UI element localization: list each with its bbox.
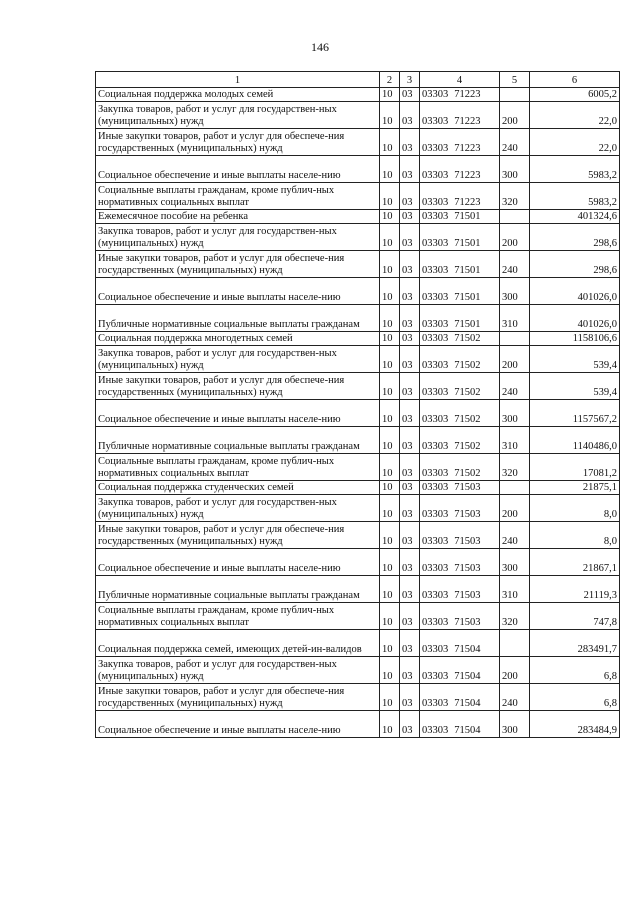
- row-subsection-cell: 03: [400, 630, 420, 657]
- page-number: 146: [311, 40, 329, 54]
- row-subsection-cell: 03: [400, 183, 420, 210]
- row-section-cell: 10: [380, 373, 400, 400]
- row-section-cell: 10: [380, 251, 400, 278]
- row-name-cell: Закупка товаров, работ и услуг для государствен-ных (муниципальных) нужд: [96, 495, 380, 522]
- row-amount-cell: 298,6: [530, 224, 620, 251]
- target-code-part: 03303: [422, 292, 449, 303]
- table-row: [96, 183, 620, 210]
- row-subsection-cell: 03: [400, 603, 420, 630]
- target-code-part: 71501: [454, 319, 481, 330]
- header-cell-5: 5: [500, 72, 530, 88]
- target-code-part: 71501: [454, 211, 481, 222]
- row-subsection-cell: 03: [400, 88, 420, 102]
- row-target-cell: [420, 346, 500, 373]
- row-amount-cell: 8,0: [530, 522, 620, 549]
- table-row: [96, 603, 620, 630]
- row-subsection-cell: 03: [400, 278, 420, 305]
- row-amount-cell: 6,8: [530, 657, 620, 684]
- target-code-part: 71503: [454, 590, 481, 601]
- target-code-part: 71501: [454, 238, 481, 249]
- row-target-cell: [420, 603, 500, 630]
- table-row: [96, 373, 620, 400]
- row-subsection-cell: 03: [400, 657, 420, 684]
- row-amount-cell: 298,6: [530, 251, 620, 278]
- row-target-cell: [420, 129, 500, 156]
- row-amount-cell: 17081,2: [530, 454, 620, 481]
- row-target-cell: [420, 251, 500, 278]
- row-name-cell: Социальная поддержка студенческих семей: [96, 481, 380, 495]
- row-name-cell: Публичные нормативные социальные выплаты гражданам: [96, 305, 380, 332]
- row-amount-cell: 6005,2: [530, 88, 620, 102]
- target-code-part: 03303: [422, 143, 449, 154]
- header-cell-1: 1: [96, 72, 380, 88]
- row-amount-cell: 5983,2: [530, 156, 620, 183]
- target-code-part: 03303: [422, 509, 449, 520]
- row-amount-cell: 747,8: [530, 603, 620, 630]
- row-amount-cell: 283491,7: [530, 630, 620, 657]
- row-target-cell: [420, 102, 500, 129]
- row-expense-type-cell: 240: [500, 684, 530, 711]
- target-code-part: 03303: [422, 238, 449, 249]
- row-section-cell: 10: [380, 102, 400, 129]
- row-amount-cell: 283484,9: [530, 711, 620, 738]
- row-target-cell: [420, 210, 500, 224]
- row-name-cell: Ежемесячное пособие на ребенка: [96, 210, 380, 224]
- row-subsection-cell: 03: [400, 454, 420, 481]
- row-expense-type-cell: 240: [500, 522, 530, 549]
- row-subsection-cell: 03: [400, 400, 420, 427]
- row-section-cell: 10: [380, 346, 400, 373]
- table-row: [96, 549, 620, 576]
- row-target-cell: [420, 684, 500, 711]
- row-subsection-cell: 03: [400, 156, 420, 183]
- table-row: [96, 332, 620, 346]
- target-code-part: 03303: [422, 170, 449, 181]
- target-code-part: 03303: [422, 319, 449, 330]
- row-section-cell: 10: [380, 657, 400, 684]
- row-name-cell: Социальное обеспечение и иные выплаты населе-нию: [96, 156, 380, 183]
- row-expense-type-cell: 200: [500, 495, 530, 522]
- row-subsection-cell: 03: [400, 102, 420, 129]
- target-code-part: 71504: [454, 671, 481, 682]
- row-subsection-cell: 03: [400, 711, 420, 738]
- target-code-part: 03303: [422, 387, 449, 398]
- row-amount-cell: 5983,2: [530, 183, 620, 210]
- target-code-part: 71503: [454, 536, 481, 547]
- table-row: [96, 156, 620, 183]
- table-row: [96, 102, 620, 129]
- target-code-part: 71223: [454, 143, 481, 154]
- row-subsection-cell: 03: [400, 251, 420, 278]
- row-section-cell: 10: [380, 711, 400, 738]
- row-section-cell: 10: [380, 522, 400, 549]
- row-amount-cell: 22,0: [530, 129, 620, 156]
- row-section-cell: 10: [380, 224, 400, 251]
- row-section-cell: 10: [380, 549, 400, 576]
- row-section-cell: 10: [380, 88, 400, 102]
- row-expense-type-cell: 240: [500, 373, 530, 400]
- row-name-cell: Социальная поддержка многодетных семей: [96, 332, 380, 346]
- row-amount-cell: 1157567,2: [530, 400, 620, 427]
- header-cell-2: 2: [380, 72, 400, 88]
- target-code-part: 03303: [422, 725, 449, 736]
- target-code-part: 71223: [454, 197, 481, 208]
- row-name-cell: Иные закупки товаров, работ и услуг для обеспече-ния государственных (муниципальных) нужд: [96, 373, 380, 400]
- table-row: [96, 495, 620, 522]
- target-code-part: 03303: [422, 211, 449, 222]
- row-name-cell: Социальное обеспечение и иные выплаты населе-нию: [96, 711, 380, 738]
- header-row: [96, 72, 620, 88]
- target-code-part: 71502: [454, 414, 481, 425]
- table-row: [96, 278, 620, 305]
- row-target-cell: [420, 400, 500, 427]
- row-name-cell: Иные закупки товаров, работ и услуг для обеспече-ния государственных (муниципальных) нужд: [96, 522, 380, 549]
- row-target-cell: [420, 630, 500, 657]
- table-row: [96, 576, 620, 603]
- table-row: [96, 657, 620, 684]
- row-name-cell: Иные закупки товаров, работ и услуг для обеспече-ния государственных (муниципальных) нужд: [96, 129, 380, 156]
- row-amount-cell: 401026,0: [530, 278, 620, 305]
- target-code-part: 71504: [454, 644, 481, 655]
- target-code-part: 71503: [454, 482, 481, 493]
- target-code-part: 71223: [454, 170, 481, 181]
- row-section-cell: 10: [380, 183, 400, 210]
- row-target-cell: [420, 183, 500, 210]
- table-row: [96, 251, 620, 278]
- table-row: [96, 224, 620, 251]
- row-target-cell: [420, 522, 500, 549]
- target-code-part: 03303: [422, 265, 449, 276]
- target-code-part: 71504: [454, 698, 481, 709]
- row-section-cell: 10: [380, 278, 400, 305]
- row-name-cell: Социальные выплаты гражданам, кроме публич-ных нормативных социальных выплат: [96, 603, 380, 630]
- target-code-part: 71503: [454, 509, 481, 520]
- table-row: [96, 346, 620, 373]
- row-expense-type-cell: 300: [500, 549, 530, 576]
- row-name-cell: Иные закупки товаров, работ и услуг для обеспече-ния государственных (муниципальных) нужд: [96, 684, 380, 711]
- row-section-cell: 10: [380, 427, 400, 454]
- row-expense-type-cell: 320: [500, 454, 530, 481]
- target-code-part: 03303: [422, 333, 449, 344]
- row-amount-cell: 1158106,6: [530, 332, 620, 346]
- row-amount-cell: 401324,6: [530, 210, 620, 224]
- row-target-cell: [420, 711, 500, 738]
- row-target-cell: [420, 373, 500, 400]
- row-expense-type-cell: 300: [500, 156, 530, 183]
- target-code-part: 03303: [422, 671, 449, 682]
- row-subsection-cell: 03: [400, 346, 420, 373]
- target-code-part: 71501: [454, 265, 481, 276]
- target-code-part: 03303: [422, 563, 449, 574]
- row-subsection-cell: 03: [400, 427, 420, 454]
- row-name-cell: Социальные выплаты гражданам, кроме публич-ных нормативных социальных выплат: [96, 183, 380, 210]
- row-section-cell: 10: [380, 684, 400, 711]
- target-code-part: 71502: [454, 387, 481, 398]
- row-expense-type-cell: 320: [500, 603, 530, 630]
- row-subsection-cell: 03: [400, 373, 420, 400]
- target-code-part: 03303: [422, 414, 449, 425]
- row-subsection-cell: 03: [400, 210, 420, 224]
- row-amount-cell: 401026,0: [530, 305, 620, 332]
- row-expense-type-cell: 310: [500, 427, 530, 454]
- header-cell-3: 3: [400, 72, 420, 88]
- row-name-cell: Закупка товаров, работ и услуг для государствен-ных (муниципальных) нужд: [96, 102, 380, 129]
- target-code-part: 03303: [422, 698, 449, 709]
- row-section-cell: 10: [380, 210, 400, 224]
- row-amount-cell: 21875,1: [530, 481, 620, 495]
- target-code-part: 03303: [422, 482, 449, 493]
- row-target-cell: [420, 88, 500, 102]
- table-row: [96, 630, 620, 657]
- target-code-part: 03303: [422, 590, 449, 601]
- target-code-part: 71502: [454, 468, 481, 479]
- row-expense-type-cell: 320: [500, 183, 530, 210]
- table-row: [96, 711, 620, 738]
- target-code-part: 03303: [422, 89, 449, 100]
- row-section-cell: 10: [380, 495, 400, 522]
- target-code-part: 71223: [454, 116, 481, 127]
- row-target-cell: [420, 332, 500, 346]
- row-name-cell: Закупка товаров, работ и услуг для государствен-ных (муниципальных) нужд: [96, 657, 380, 684]
- row-section-cell: 10: [380, 454, 400, 481]
- row-expense-type-cell: [500, 88, 530, 102]
- row-subsection-cell: 03: [400, 305, 420, 332]
- row-expense-type-cell: 300: [500, 400, 530, 427]
- row-expense-type-cell: 240: [500, 251, 530, 278]
- target-code-part: 03303: [422, 441, 449, 452]
- row-amount-cell: 539,4: [530, 346, 620, 373]
- table-row: [96, 481, 620, 495]
- row-expense-type-cell: 240: [500, 129, 530, 156]
- row-name-cell: Социальная поддержка семей, имеющих детей-ин-валидов: [96, 630, 380, 657]
- table-row: [96, 210, 620, 224]
- table-row: [96, 522, 620, 549]
- table-header: [96, 72, 620, 88]
- header-cell-4: 4: [420, 72, 500, 88]
- row-target-cell: [420, 576, 500, 603]
- row-amount-cell: 1140486,0: [530, 427, 620, 454]
- row-expense-type-cell: 200: [500, 346, 530, 373]
- budget-table: [95, 71, 620, 738]
- row-amount-cell: 539,4: [530, 373, 620, 400]
- target-code-part: 71501: [454, 292, 481, 303]
- row-amount-cell: 21867,1: [530, 549, 620, 576]
- target-code-part: 71223: [454, 89, 481, 100]
- row-expense-type-cell: [500, 481, 530, 495]
- row-section-cell: 10: [380, 129, 400, 156]
- row-expense-type-cell: 310: [500, 305, 530, 332]
- row-section-cell: 10: [380, 400, 400, 427]
- table-row: [96, 305, 620, 332]
- table-row: [96, 129, 620, 156]
- row-expense-type-cell: 310: [500, 576, 530, 603]
- row-subsection-cell: 03: [400, 332, 420, 346]
- row-name-cell: Социальное обеспечение и иные выплаты населе-нию: [96, 278, 380, 305]
- target-code-part: 03303: [422, 468, 449, 479]
- row-subsection-cell: 03: [400, 576, 420, 603]
- row-name-cell: Иные закупки товаров, работ и услуг для обеспече-ния государственных (муниципальных) нужд: [96, 251, 380, 278]
- target-code-part: 03303: [422, 116, 449, 127]
- row-expense-type-cell: 300: [500, 278, 530, 305]
- row-section-cell: 10: [380, 481, 400, 495]
- row-name-cell: Социальная поддержка молодых семей: [96, 88, 380, 102]
- target-code-part: 03303: [422, 536, 449, 547]
- row-target-cell: [420, 549, 500, 576]
- target-code-part: 71502: [454, 441, 481, 452]
- row-name-cell: Закупка товаров, работ и услуг для государствен-ных (муниципальных) нужд: [96, 224, 380, 251]
- row-target-cell: [420, 495, 500, 522]
- row-section-cell: 10: [380, 630, 400, 657]
- row-target-cell: [420, 224, 500, 251]
- header-cell-6: 6: [530, 72, 620, 88]
- row-name-cell: Социальное обеспечение и иные выплаты населе-нию: [96, 549, 380, 576]
- row-expense-type-cell: [500, 210, 530, 224]
- row-name-cell: Публичные нормативные социальные выплаты гражданам: [96, 427, 380, 454]
- row-subsection-cell: 03: [400, 129, 420, 156]
- row-section-cell: 10: [380, 156, 400, 183]
- target-code-part: 71502: [454, 360, 481, 371]
- row-target-cell: [420, 427, 500, 454]
- row-target-cell: [420, 156, 500, 183]
- row-amount-cell: 21119,3: [530, 576, 620, 603]
- row-expense-type-cell: 200: [500, 102, 530, 129]
- target-code-part: 03303: [422, 197, 449, 208]
- row-expense-type-cell: 200: [500, 224, 530, 251]
- row-target-cell: [420, 657, 500, 684]
- row-target-cell: [420, 278, 500, 305]
- row-amount-cell: 8,0: [530, 495, 620, 522]
- target-code-part: 71503: [454, 563, 481, 574]
- row-subsection-cell: 03: [400, 495, 420, 522]
- row-section-cell: 10: [380, 603, 400, 630]
- table-body: [96, 88, 620, 738]
- table-row: [96, 684, 620, 711]
- table-row: [96, 427, 620, 454]
- row-subsection-cell: 03: [400, 549, 420, 576]
- table-row: [96, 88, 620, 102]
- target-code-part: 03303: [422, 360, 449, 371]
- row-target-cell: [420, 305, 500, 332]
- row-section-cell: 10: [380, 305, 400, 332]
- row-expense-type-cell: 300: [500, 711, 530, 738]
- row-subsection-cell: 03: [400, 481, 420, 495]
- target-code-part: 71504: [454, 725, 481, 736]
- row-target-cell: [420, 481, 500, 495]
- row-name-cell: Социальные выплаты гражданам, кроме публич-ных нормативных социальных выплат: [96, 454, 380, 481]
- row-target-cell: [420, 454, 500, 481]
- row-subsection-cell: 03: [400, 224, 420, 251]
- row-expense-type-cell: 200: [500, 657, 530, 684]
- row-name-cell: Социальное обеспечение и иные выплаты населе-нию: [96, 400, 380, 427]
- row-expense-type-cell: [500, 332, 530, 346]
- target-code-part: 71503: [454, 617, 481, 628]
- row-section-cell: 10: [380, 332, 400, 346]
- row-amount-cell: 22,0: [530, 102, 620, 129]
- row-amount-cell: 6,8: [530, 684, 620, 711]
- target-code-part: 03303: [422, 644, 449, 655]
- table-row: [96, 454, 620, 481]
- row-subsection-cell: 03: [400, 522, 420, 549]
- row-subsection-cell: 03: [400, 684, 420, 711]
- target-code-part: 03303: [422, 617, 449, 628]
- target-code-part: 71502: [454, 333, 481, 344]
- row-section-cell: 10: [380, 576, 400, 603]
- row-name-cell: Публичные нормативные социальные выплаты гражданам: [96, 576, 380, 603]
- row-expense-type-cell: [500, 630, 530, 657]
- row-name-cell: Закупка товаров, работ и услуг для государствен-ных (муниципальных) нужд: [96, 346, 380, 373]
- table-row: [96, 400, 620, 427]
